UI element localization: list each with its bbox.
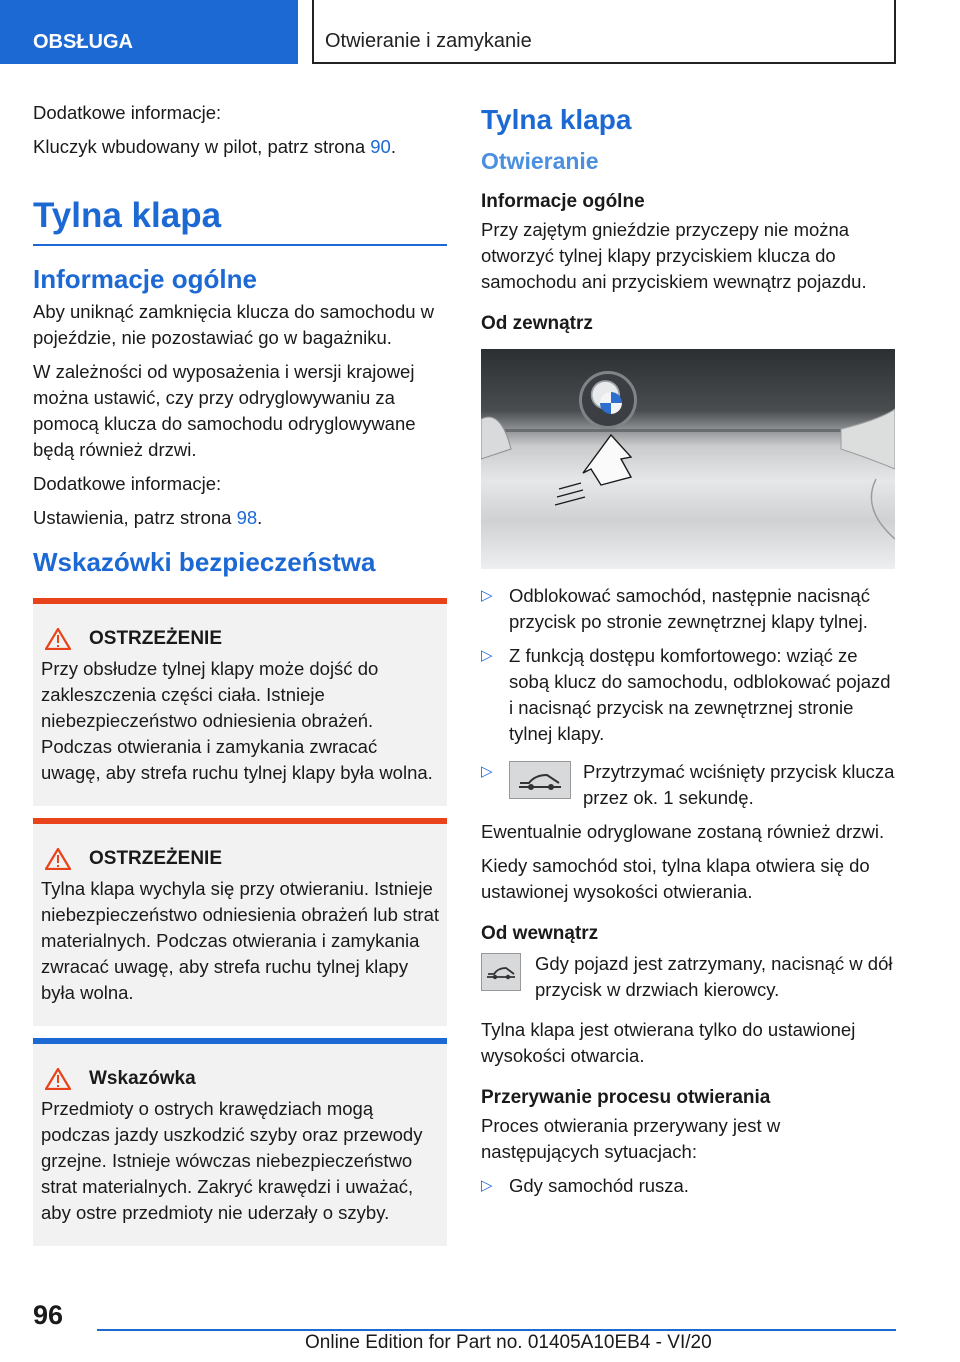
tailgate-heading: Tylna klapa — [481, 104, 632, 135]
paragraph-interrupt: Proces otwierania przerywany jest w następujących sytuacjach: — [481, 1115, 781, 1162]
bullet-triangle-icon: ▷ — [481, 647, 493, 664]
note-title: Wskazówka — [89, 1068, 196, 1089]
tailgate-button-photo — [481, 349, 895, 569]
inside-instruction: Gdy pojazd jest zatrzymany, nacisnąć w dół przycisk w drzwiach kierowcy. — [481, 951, 896, 1003]
section-label: OBSŁUGA — [33, 31, 133, 53]
safety-heading: Wskazówki bezpieczeństwa — [33, 547, 376, 577]
list-item: ▷ Odblokować samochód, następnie nacisnąć przycisk po stronie zewnętrznej klapy tylnej. — [481, 585, 870, 632]
section-heading: Tylna klapa — [33, 196, 447, 246]
bullet-triangle-icon: ▷ — [481, 587, 493, 604]
list-item: ▷ Przytrzymać wciśnięty przycisk klucza przez ok. 1 sekundę. — [481, 761, 895, 808]
general-info-heading: Informacje ogólne — [33, 264, 257, 294]
list-item: ▷ Gdy samochód rusza. — [481, 1173, 896, 1199]
driver-door-tailgate-button-icon — [481, 953, 521, 991]
page-link-90[interactable]: 90 — [370, 136, 391, 157]
key-tailgate-button-icon — [509, 761, 571, 799]
chapter-title: Otwieranie i zamykanie — [325, 30, 532, 52]
warning-triangle-icon — [45, 1068, 71, 1090]
bullet-triangle-icon: ▷ — [481, 1177, 493, 1194]
inside-subheading: Od wewnątrz — [481, 923, 599, 944]
warning-title: OSTRZEŻENIE — [89, 628, 223, 649]
left-column — [33, 100, 447, 1258]
paragraph-settings: Ustawienia, patrz strona 98. — [33, 507, 263, 528]
warning-box-1 — [33, 598, 447, 806]
paragraph-only-height: Tylna klapa jest otwierana tylko do ustawionej wysokości otwarcia. — [481, 1019, 856, 1066]
paragraph-key: Aby uniknąć zamknięcia klucza do samochodu w pojeździe, nie pozostawiać go w bagażniku. — [33, 301, 435, 348]
warning-title: OSTRZEŻENIE — [89, 848, 223, 869]
footer-rule — [97, 1329, 896, 1331]
bullet-triangle-icon: ▷ — [481, 763, 493, 780]
footer-edition: Online Edition for Part no. 01405A10EB4 - VI/20 — [305, 1332, 712, 1353]
general-subheading: Informacje ogólne — [481, 191, 645, 212]
page-number: 96 — [33, 1300, 64, 1330]
opening-heading: Otwieranie — [481, 148, 599, 174]
paragraph-doors: Ewentualnie odryglowane zostaną również drzwi. — [481, 821, 885, 842]
right-column — [481, 100, 896, 1207]
intro-text: Kluczyk wbudowany w pilot, patrz strona 90. — [33, 136, 396, 157]
intro-label: Dodatkowe informacje: — [33, 102, 222, 123]
paragraph-trailer: Przy zajętym gnieździe przyczepy nie można otworzyć tylnej klapy przyciskiem klucza do samochodu ani przyciskiem wewnątrz pojazdu. — [481, 219, 867, 292]
list-item: ▷ Z funkcją dostępu komfortowego: wziąć ze sobą klucz do samochodu, odblokować pojazd i nacisnąć przycisk na zewnętrznej stronie tylnej klapy. — [481, 645, 891, 744]
warning-triangle-icon — [45, 848, 71, 870]
note-box — [33, 1038, 447, 1246]
warning-box-2 — [33, 818, 447, 1026]
paragraph-additional: Dodatkowe informacje: — [33, 473, 222, 494]
warning-triangle-icon — [45, 628, 71, 650]
paragraph-equipment: W zależności od wyposażenia i wersji krajowej można ustawić, czy przy odryglowywaniu za pomocą klucza do samochodu odryglowywane będą również drzwi. — [33, 361, 416, 460]
interrupt-subheading: Przerywanie procesu otwierania — [481, 1087, 771, 1108]
paragraph-height: Kiedy samochód stoi, tylna klapa otwiera się do ustawionej wysokości otwierania. — [481, 855, 870, 902]
note-text: Przedmioty o ostrych krawędziach mogą podczas jazdy uszkodzić szyby oraz przewody grzejne. Istnieje wówczas niebezpieczeństwo strat materialnych. Zakryć krawędzi i uważać, aby ostre przedmioty nie uderzały o szyby. — [41, 1098, 423, 1223]
warning-text: Tylna klapa wychyla się przy otwieraniu. Istnieje niebezpieczeństwo odniesienia obrażeń lub strat materialnych. Podczas otwierania i zamykania zwracać uwagę, aby strefa ruchu tylnej klapy była wolna. — [41, 878, 440, 1003]
warning-text: Przy obsłudze tylnej klapy może dojść do zakleszczenia części ciała. Istnieje niebezpieczeństwo odniesienia obrażeń. Podczas otwierania i zamykania zwracać uwagę, aby strefa ruchu tylnej klapy była wolna. — [41, 658, 433, 783]
page-link-98[interactable]: 98 — [236, 507, 258, 528]
section-tab — [0, 0, 298, 64]
press-arrow-icon — [481, 349, 895, 569]
outside-subheading: Od zewnątrz — [481, 313, 593, 334]
